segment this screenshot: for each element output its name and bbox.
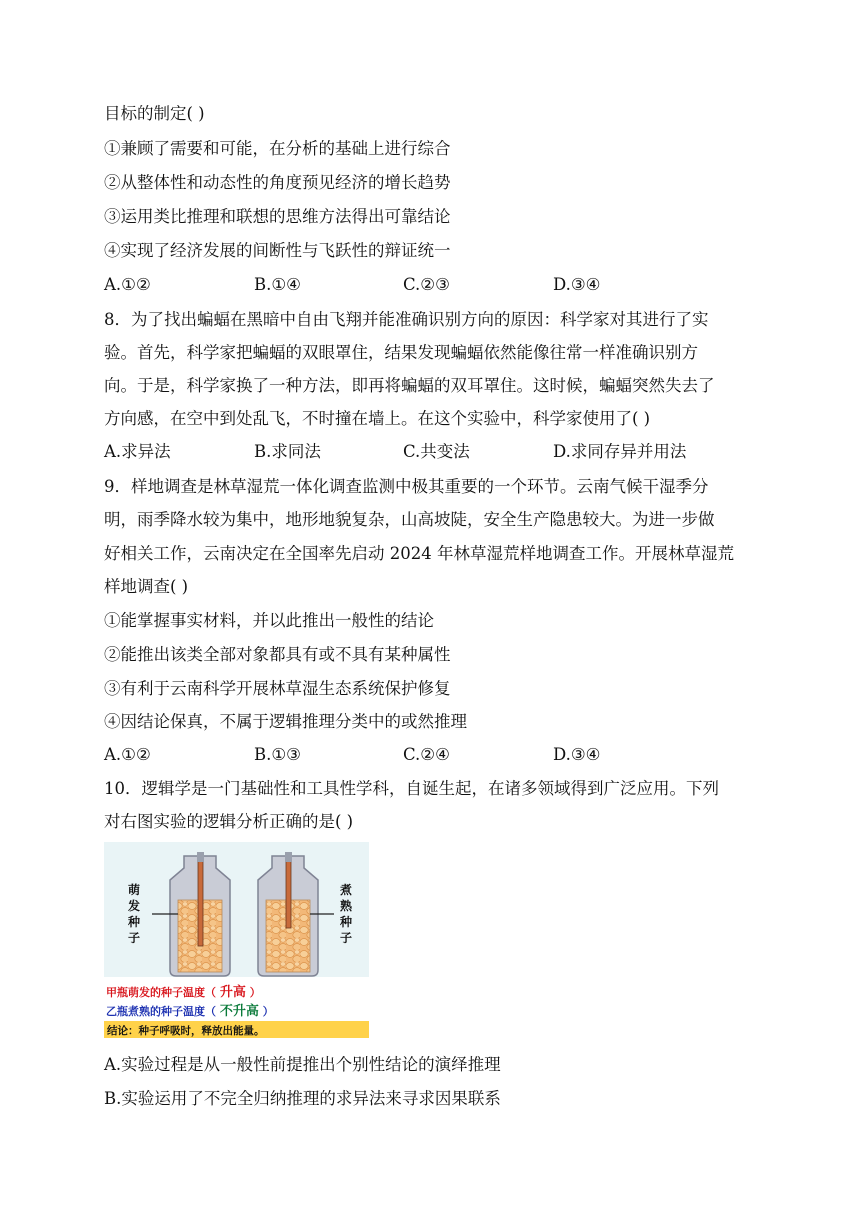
row-2-value: 不升高 [219,1004,259,1019]
q9-statement-3: ③有利于云南科学开展林草湿生态系统保护修复 [104,679,451,698]
q7-stem-tail: 目标的制定( ) [104,104,205,123]
q9-option-c: C.②④ [403,745,450,764]
right-label-char-4: 子 [340,931,353,945]
q9-option-a: A.①② [104,745,151,764]
figure-conclusion: 结论：种子呼吸时，释放出能量。 [107,1025,265,1037]
q10-stem-line-1: 10．逻辑学是一门基础性和工具性学科，自诞生起，在诸多领域得到广泛应用。下列 [104,779,719,798]
right-label-char-1: 煮 [340,883,353,897]
q9-statement-1: ①能掌握事实材料，并以此推出一般性的结论 [104,611,434,630]
row-1-suffix: ） [249,986,261,999]
q9-statement-2: ②能推出该类全部对象都具有或不具有某种属性 [104,645,451,664]
figure-row-1 [106,984,261,1000]
q8-stem-line-2: 验。首先，科学家把蝙蝠的双眼罩住，结果发现蝙蝠依然能像往常一样准确识别方 [104,343,698,362]
q7-statement-2: ②从整体性和动态性的角度预见经济的增长趋势 [104,173,451,192]
q8-stem-line-3: 向。于是，科学家换了一种方法，即再将蝙蝠的双耳罩住。这时候，蝙蝠突然失去了 [104,376,715,395]
left-label-char-1: 萌 [128,883,141,897]
figure-row-2 [106,1003,274,1019]
q8-option-b: B.求同法 [254,442,321,461]
q7-option-c: C.②③ [403,275,450,294]
left-label-char-2: 发 [128,899,141,913]
q9-statement-4: ④因结论保真，不属于逻辑推理分类中的或然推理 [104,712,467,731]
q8-stem-line-4: 方向感，在空中到处乱飞，不时撞在墙上。在这个实验中，科学家使用了( ) [104,409,651,428]
row-2-suffix: ） [262,1005,274,1018]
row-2-prefix: 乙瓶煮熟的种子温度（ [106,1005,216,1018]
q8-stem-line-1: 8．为了找出蝙蝠在黑暗中自由飞翔并能准确识别方向的原因：科学家对其进行了实 [104,310,709,329]
q7-option-d: D.③④ [553,275,601,294]
row-1-prefix: 甲瓶萌发的种子温度（ [106,986,216,999]
q10-stem-line-2: 对右图实验的逻辑分析正确的是( ) [104,812,354,831]
q8-option-c: C.共变法 [403,442,470,461]
q9-option-d: D.③④ [553,745,601,764]
left-label-char-4: 子 [128,931,141,945]
left-label-char-3: 种 [128,915,141,929]
q9-stem-line-3: 好相关工作，云南决定在全国率先启动 2024 年林草湿荒样地调查工作。开展林草湿荒 [104,544,734,563]
row-1-value: 升高 [219,985,246,1000]
q10-option-b: B.实验运用了不完全归纳推理的求异法来寻求因果联系 [104,1089,501,1108]
q10-option-a: A.实验过程是从一般性前提推出个别性结论的演绎推理 [104,1055,501,1074]
q9-stem-line-2: 明，雨季降水较为集中，地形地貌复杂，山高坡陡，安全生产隐患较大。为进一步做 [104,510,715,529]
q7-option-b: B.①④ [254,275,301,294]
q7-statement-1: ①兼顾了需要和可能，在分析的基础上进行综合 [104,139,451,158]
q7-statement-3: ③运用类比推理和联想的思维方法得出可靠结论 [104,207,451,226]
right-label-char-2: 熟 [340,899,353,913]
q9-option-b: B.①③ [254,745,301,764]
q8-option-a: A.求异法 [104,442,171,461]
right-label-char-3: 种 [340,915,353,929]
q9-stem-line-1: 9．样地调查是林草湿荒一体化调查监测中极其重要的一个环节。云南气候干湿季分 [104,477,709,496]
q8-option-d: D.求同存异并用法 [553,442,687,461]
q9-stem-line-4: 样地调查( ) [104,577,189,596]
q7-option-a: A.①② [104,275,151,294]
seed-experiment-figure [104,842,369,1038]
q7-statement-4: ④实现了经济发展的间断性与飞跃性的辩证统一 [104,241,451,260]
